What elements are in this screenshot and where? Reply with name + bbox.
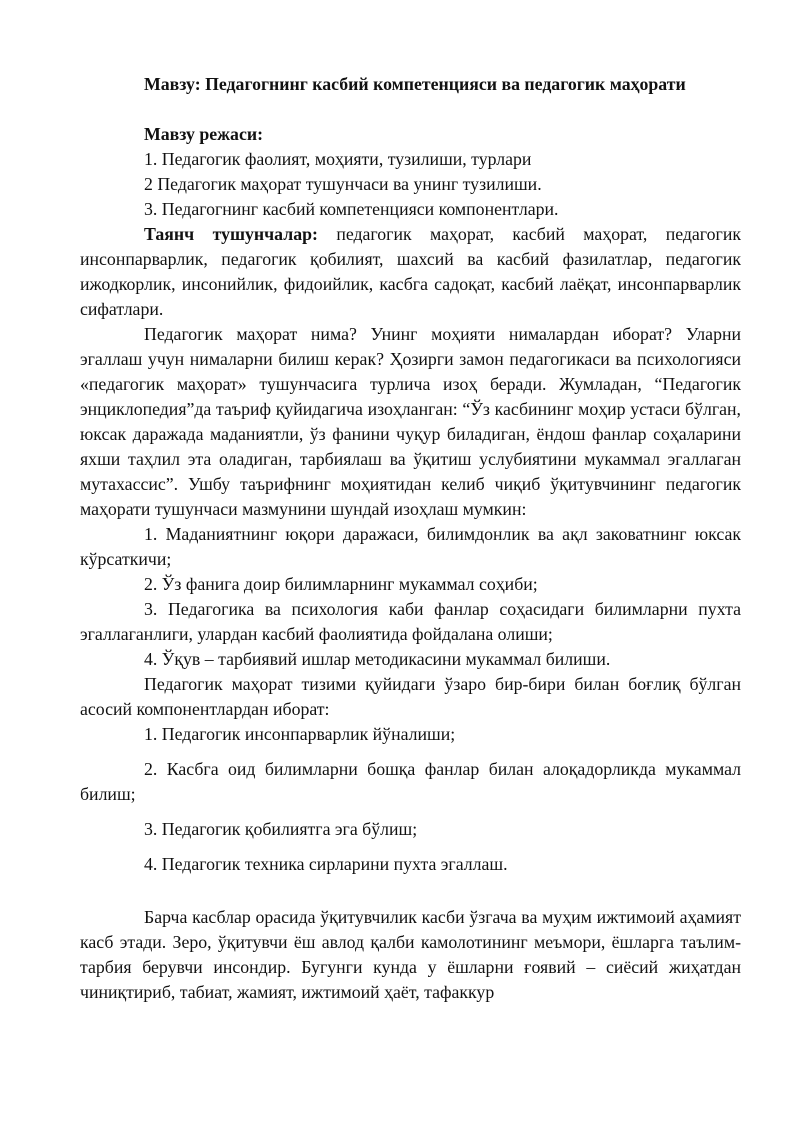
component-item: 3. Педагогик қобилиятга эга бўлиш;	[144, 819, 418, 839]
key-concepts-label: Таянч тушунчалар:	[144, 224, 318, 244]
key-concepts-paragraph	[80, 222, 741, 322]
meaning-item: 4. Ўқув – тарбиявий ишлар методикасини мукаммал билиши.	[144, 649, 611, 669]
meaning-item: 1. Маданиятнинг юқори даражаси, билимдонлик ва ақл заковатнинг юксак кўрсаткичи;	[80, 524, 741, 569]
intro-paragraph: Педагогик маҳорат нима? Унинг моҳияти нималардан иборат? Уларни эгаллаш учун нималарни билиш керак? Ҳозирги замон педагогикаси ва психологияси «педагогик маҳорат» тушунчасига турлича изоҳ беради. Жумладан, “Педагогик энциклопедия”да таъриф қуйидагича изоҳланган: “Ўз касбининг моҳир устаси бўлган, юксак даражада маданиятли, ўз фанини чуқур биладиган, ёндош фанлар соҳаларини яхши таҳлил эта оладиган, тарбиялаш ва ўқитиш услубиятини мукаммал эгаллаган мутахассис”. Ушбу таърифнинг моҳиятидан келиб чиқиб ўқитувчининг педагогик маҳорати тушунчаси мазмунини шундай изоҳлаш мумкин:	[80, 324, 741, 519]
document-body	[80, 72, 741, 1005]
component-item: 4. Педагогик техника сирларини пухта эгаллаш.	[144, 854, 508, 874]
closing-paragraph: Барча касблар орасида ўқитувчилик касби ўзгача ва муҳим ижтимоий аҳамият касб этади. Зеро, ўқитувчи ёш авлод қалби камолотининг меъмори, ёшларга таълим-тарбия берувчи инсондир. Бугунги кунда у ёшларни ғоявий – сиёсий жиҳатдан чиниқтириб, табиат, жамият, ижтимоий ҳаёт, тафаккур	[80, 907, 741, 1002]
plan-item: 2 Педагогик маҳорат тушунчаси ва унинг тузилиши.	[144, 174, 542, 194]
plan-heading: Мавзу режаси:	[144, 124, 264, 144]
plan-item: 1. Педагогик фаолият, моҳияти, тузилиши, турлари	[144, 149, 532, 169]
meaning-item: 2. Ўз фанига доир билимларнинг мукаммал соҳиби;	[144, 574, 538, 594]
document-title: Мавзу: Педагогнинг касбий компетенцияси ва педагогик маҳорати	[144, 74, 686, 94]
system-paragraph: Педагогик маҳорат тизими қуйидаги ўзаро бир-бири билан боғлиқ бўлган асосий компонентлардан иборат:	[80, 674, 741, 719]
meaning-item: 3. Педагогика ва психология каби фанлар соҳасидаги билимларни пухта эгаллаганлиги, улардан касбий фаолиятида фойдалана олиши;	[80, 599, 741, 644]
component-item: 1. Педагогик инсонпарварлик йўналиши;	[144, 724, 456, 744]
key-concepts-text: педагогик маҳорат, касбий маҳорат, педагогик инсонпарварлик, педагогик қобилият, шахсий ва касбий фазилатлар, педагогик ижодкорлик, инсонийлик, фидоийлик, касбга садоқат, касбий лаёқат, инсонпарварлик сифатлари.	[80, 224, 741, 319]
plan-item: 3. Педагогнинг касбий компетенцияси компонентлари.	[144, 199, 559, 219]
component-item: 2. Касбга оид билимларни бошқа фанлар билан алоқадорликда мукаммал билиш;	[80, 759, 741, 804]
